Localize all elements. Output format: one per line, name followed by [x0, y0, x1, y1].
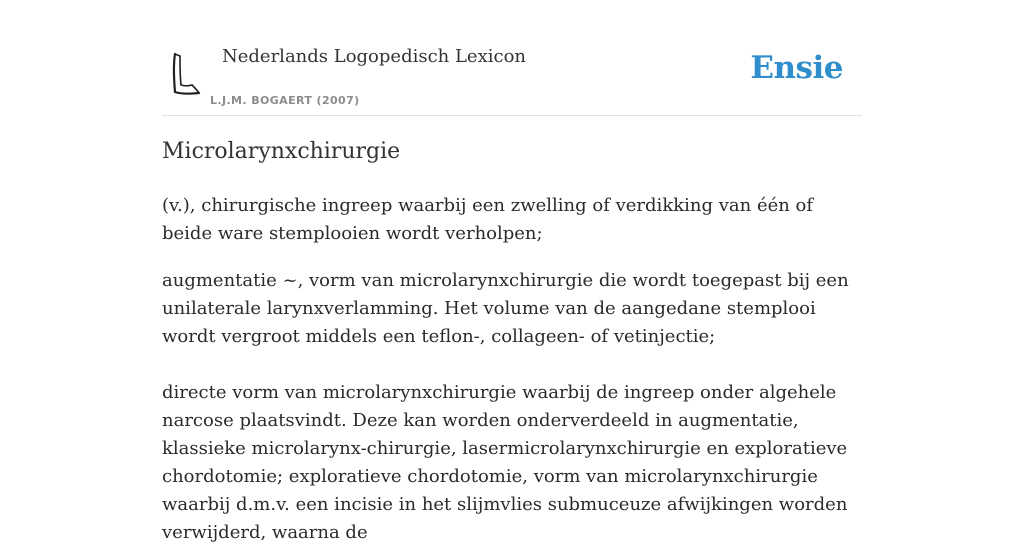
lexicon-logo-icon[interactable] — [166, 48, 206, 100]
author-label: L.J.M. BOGAERT (2007) — [210, 94, 360, 107]
page-container — [162, 0, 862, 543]
entry-paragraph: augmentatie ~, vorm van microlarynxchirurgie die wordt toegepast bij een unilaterale larynxverlamming. Het volume van de aangedane stemplooi wordt vergroot middels een teflon-, collageen- of vetinjectie; — [162, 270, 849, 347]
ensie-brand-logo[interactable]: Ensie — [750, 50, 843, 86]
page-header — [162, 0, 862, 116]
book-title[interactable]: Nederlands Logopedisch Lexicon — [222, 46, 527, 67]
entry-paragraph: (v.), chirurgische ingreep waarbij een zwelling of verdikking van één of beide ware stemplooien wordt verholpen; — [162, 195, 814, 244]
entry-paragraph: directe vorm van microlarynxchirurgie waarbij de ingreep onder algehele narcose plaatsvindt. Deze kan worden onderverdeeld in augmentatie, klassieke microlarynx-chirurgie, lasermicrolarynxchirurgie en exploratieve chordotomie; exploratieve chordotomie, vorm van microlarynxchirurgie waarbij d.m.v. een incisie in het slijmvlies submuceuze afwijkingen worden verwijderd, waarna de — [162, 382, 848, 543]
entry-title: Microlarynxchirurgie — [162, 139, 401, 164]
